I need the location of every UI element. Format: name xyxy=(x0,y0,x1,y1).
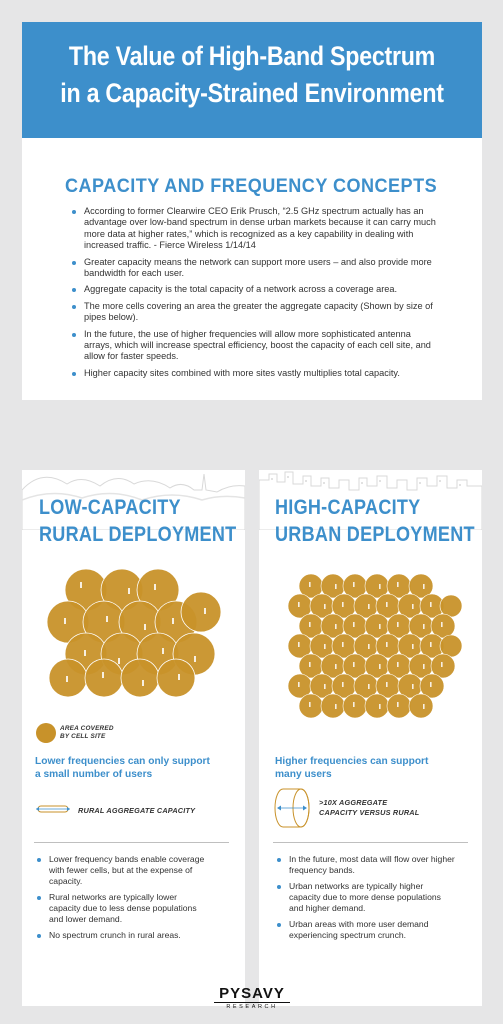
rural-title-line1: LOW-CAPACITY xyxy=(39,496,181,519)
list-item: Higher capacity sites combined with more sites vastly multiplies total capacity. xyxy=(70,368,440,379)
urban-divider xyxy=(273,842,468,843)
cell-legend-line2: BY CELL SITE xyxy=(60,732,106,740)
rural-column xyxy=(22,470,245,1006)
list-item: Aggregate capacity is the total capacity of a network across a coverage area. xyxy=(70,284,440,295)
rural-divider xyxy=(34,842,229,843)
pysavy-logo xyxy=(214,986,290,1014)
urban-pipe-icon xyxy=(273,786,313,830)
urban-capacity-line2: CAPACITY VERSUS RURAL xyxy=(319,808,420,817)
concepts-list xyxy=(70,206,440,384)
urban-column xyxy=(259,470,482,1006)
urban-points-list xyxy=(275,854,455,946)
list-item: Greater capacity means the network can support more users – and also provide more bandwidth for each user. xyxy=(70,257,440,280)
urban-cells-diagram xyxy=(281,574,463,726)
rural-note-line1: Lower frequencies can only support xyxy=(35,756,210,767)
urban-title-line1: HIGH-CAPACITY xyxy=(275,496,421,519)
logo-name: PYSAVY xyxy=(219,985,285,1002)
list-item: Lower frequency bands enable coverage with fewer cells, but at the expense of capacity. xyxy=(35,854,210,887)
list-item: In the future, the use of higher frequencies will allow more sophisticated antenna arrays, which will increase spectral efficiency, boost the capacity of each cell site, and allow for faster speeds. xyxy=(70,329,440,363)
urban-frequency-note xyxy=(275,755,428,781)
page-title-line1: The Value of High-Band Spectrum xyxy=(68,41,436,71)
logo-subtitle: RESEARCH xyxy=(214,1002,290,1011)
list-item: According to former Clearwire CEO Erik Prusch, “2.5 GHz spectrum actually has an advantage over low-band spectrum in dense urban markets because it can carry much more data at higher rates,” which is recognized as a key capability in dealing with increased traffic. - Fierce Wireless 1/14/14 xyxy=(70,206,440,252)
rural-title xyxy=(39,494,236,548)
rural-frequency-note xyxy=(35,755,210,781)
urban-note-line2: many users xyxy=(275,769,332,780)
urban-capacity-label xyxy=(319,798,419,818)
urban-capacity-line1: >10X AGGREGATE xyxy=(319,798,388,807)
urban-title xyxy=(275,494,475,548)
list-item: In the future, most data will flow over higher frequency bands. xyxy=(275,854,455,876)
list-item: No spectrum crunch in rural areas. xyxy=(35,930,210,941)
rural-pipe-icon xyxy=(34,803,74,815)
list-item: Urban areas with more user demand experiencing spectrum crunch. xyxy=(275,919,455,941)
cell-legend-label xyxy=(60,725,114,740)
rural-title-line2: RURAL DEPLOYMENT xyxy=(39,523,237,546)
urban-note-line1: Higher frequencies can support xyxy=(275,756,429,767)
rural-cells-diagram xyxy=(44,568,222,698)
list-item: Rural networks are typically lower capacity due to less dense populations and lower demand. xyxy=(35,892,210,925)
header-banner xyxy=(22,22,482,138)
rural-note-line2: a small number of users xyxy=(35,769,153,780)
concepts-title: CAPACITY AND FREQUENCY CONCEPTS xyxy=(65,176,438,197)
cell-legend-line1: AREA COVERED xyxy=(60,725,114,732)
cell-legend-icon xyxy=(35,722,57,744)
urban-title-line2: URBAN DEPLOYMENT xyxy=(275,523,475,546)
page-title-line2: in a Capacity-Strained Environment xyxy=(60,78,444,108)
rural-points-list xyxy=(35,854,210,946)
list-item: Urban networks are typically higher capacity due to more dense populations and higher demand. xyxy=(275,881,455,914)
page-title xyxy=(54,38,450,112)
rural-capacity-label: RURAL AGGREGATE CAPACITY xyxy=(78,806,196,815)
list-item: The more cells covering an area the greater the aggregate capacity (Shown by size of pipes below). xyxy=(70,301,440,324)
